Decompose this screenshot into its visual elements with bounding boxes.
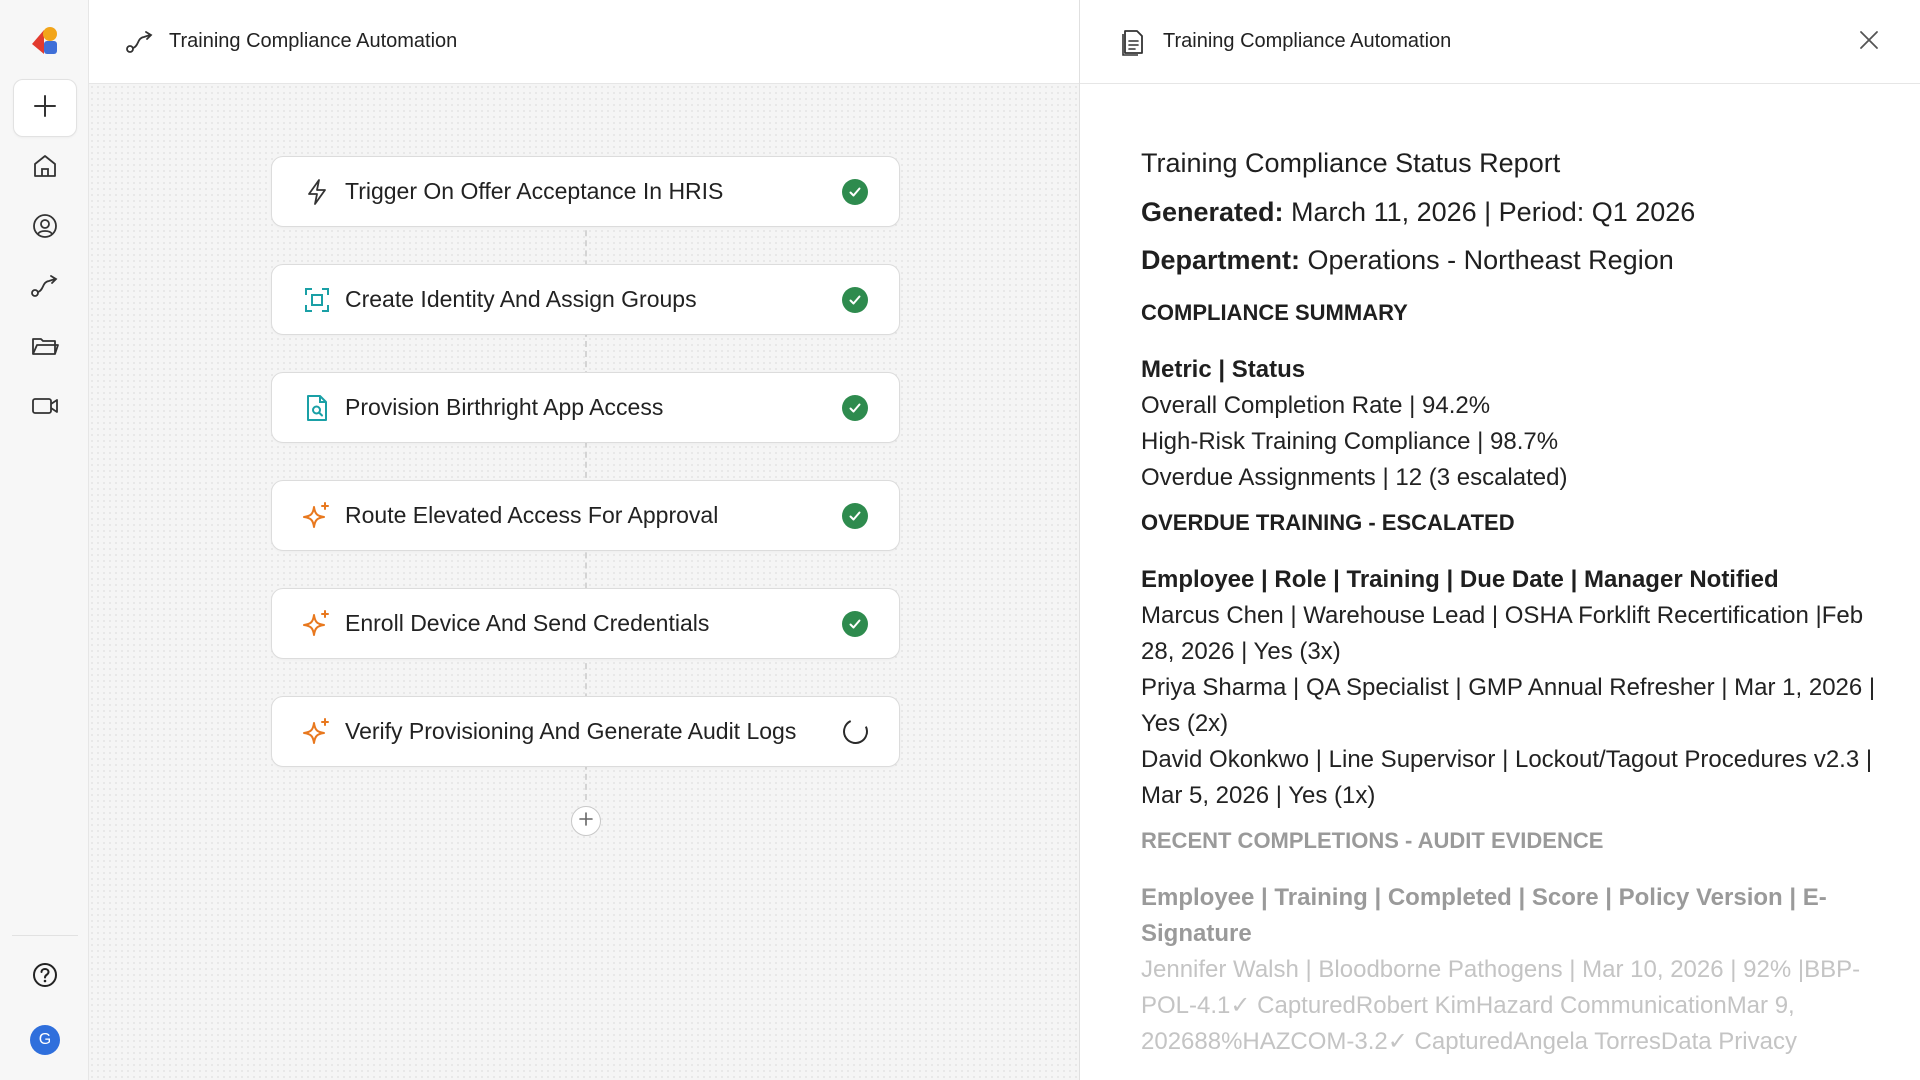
folder-icon [30,332,60,365]
step-label: Trigger On Offer Acceptance In HRIS [345,178,724,204]
document-search-icon [302,393,332,423]
summary-heading: COMPLIANCE SUMMARY [1141,300,1408,325]
avatar[interactable]: G [30,1025,60,1055]
user-circle-icon [31,212,59,245]
generated-value: March 11, 2026 | Period: Q1 2026 [1283,197,1696,227]
summary-table-header: Metric | Status [1141,356,1306,383]
help-icon [31,961,59,994]
recent-heading: RECENT COMPLETIONS - AUDIT EVIDENCE [1141,828,1604,853]
home-icon [31,152,59,185]
report-panel [1079,0,1920,1080]
overdue-table-header: Employee | Role | Training | Due Date | Manager Notified [1141,566,1779,593]
plus-icon [578,811,594,832]
department-label: Department: [1141,245,1301,275]
help-button[interactable] [13,948,77,1006]
summary-row: High-Risk Training Compliance | 98.7% [1141,428,1559,455]
workflow-step[interactable] [271,372,900,443]
step-label: Verify Provisioning And Generate Audit Logs [345,718,797,744]
step-label: Enroll Device And Send Credentials [345,610,710,636]
app-logo[interactable] [28,24,62,58]
sidebar-item-workflows[interactable] [13,259,77,317]
sidebar-divider [12,935,78,936]
report-generated [1141,188,1881,236]
overdue-row: Priya Sharma | QA Specialist | GMP Annual Refresher | Mar 1, 2026 | Yes (2x) [1141,674,1876,737]
department-value: Operations - Northeast Region [1300,245,1674,275]
lightning-icon [302,177,332,207]
canvas-header [89,0,1079,84]
report-content [1141,148,1881,1060]
scan-frame-icon [302,285,332,315]
workflow-title: Training Compliance Automation [169,30,458,52]
workflow-step[interactable] [271,696,900,767]
plus-icon [32,93,58,124]
generated-label: Generated: [1141,197,1284,227]
workflow-icon [124,26,156,58]
recent-rows-text: Jennifer Walsh | Bloodborne Pathogens | Mar 10, 2026 | 92% |BBP-POL-4.1✓ CapturedRobert KimHazard CommunicationMar 9, 202688%HAZCOM-3.2✓ CapturedAngela TorresData Privacy [1141,956,1861,1055]
close-icon [1858,29,1880,56]
step-status [841,610,869,638]
sidebar-item-folders[interactable] [13,319,77,377]
step-label: Provision Birthright App Access [345,394,664,420]
sparkle-icon [302,501,332,531]
sidebar [0,0,89,1080]
check-circle-icon [842,395,868,421]
recent-table-header: Employee | Training | Completed | Score | Policy Version | E-Signature [1141,884,1827,947]
step-label: Create Identity And Assign Groups [345,286,697,312]
close-button[interactable] [1855,28,1883,56]
check-circle-icon [842,611,868,637]
workflow-icon [30,272,60,305]
overdue-heading: OVERDUE TRAINING - ESCALATED [1141,510,1515,535]
recent-completions-section [1141,828,1881,1060]
workflow-step[interactable] [271,480,900,551]
sparkle-icon [302,717,332,747]
document-icon [1118,27,1148,57]
sparkle-icon [302,609,332,639]
step-status [841,718,869,746]
check-circle-icon [842,179,868,205]
new-button[interactable] [13,79,77,137]
summary-row: Overdue Assignments | 12 (3 escalated) [1141,464,1568,491]
video-icon [30,392,60,425]
step-status [841,286,869,314]
panel-title: Training Compliance Automation [1163,30,1452,52]
check-circle-icon [842,287,868,313]
sidebar-item-profile[interactable] [13,199,77,257]
workflow-canvas [89,0,1079,1080]
overdue-row: Marcus Chen | Warehouse Lead | OSHA Forklift Recertification |Feb 28, 2026 | Yes (3x) [1141,602,1864,665]
step-status [841,502,869,530]
workflow-step[interactable] [271,588,900,659]
summary-row: Overall Completion Rate | 94.2% [1141,392,1491,419]
sidebar-item-recordings[interactable] [13,379,77,437]
add-step-button[interactable] [571,806,601,836]
step-status [841,394,869,422]
workflow-step[interactable] [271,156,900,227]
check-circle-icon [842,503,868,529]
panel-header [1080,0,1920,84]
step-label: Route Elevated Access For Approval [345,502,719,528]
step-status [841,178,869,206]
overdue-row: David Okonkwo | Line Supervisor | Lockout/Tagout Procedures v2.3 | Mar 5, 2026 | Yes (1x) [1141,746,1873,809]
workflow-step[interactable] [271,264,900,335]
report-title: Training Compliance Status Report [1141,148,1561,178]
report-department [1141,236,1881,284]
sidebar-item-home[interactable] [13,139,77,197]
loading-spinner-icon [839,715,871,747]
